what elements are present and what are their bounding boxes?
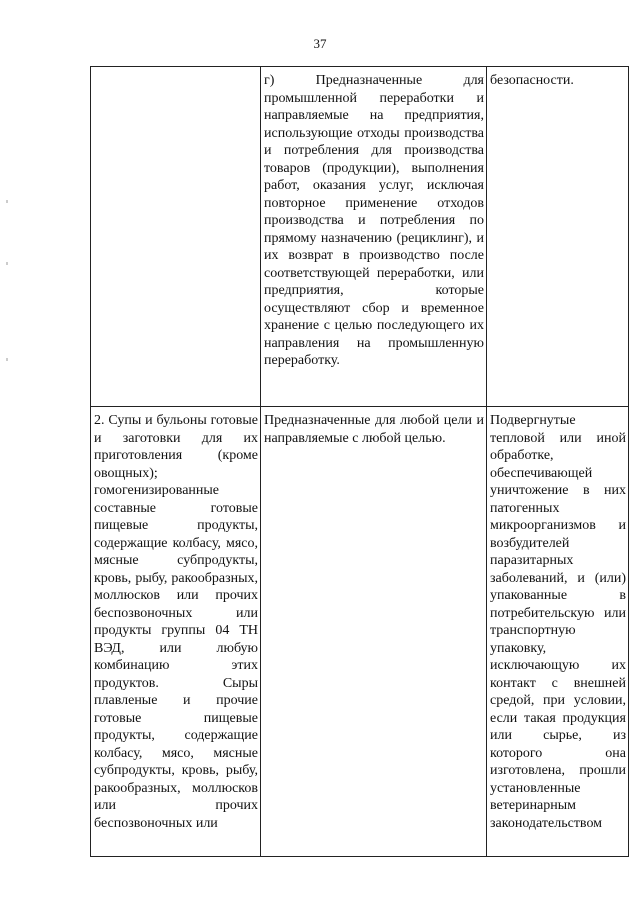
scan-margin-mark bbox=[6, 200, 8, 203]
scan-margin-mark bbox=[6, 262, 8, 265]
condition-cell: безопасности. bbox=[487, 67, 629, 407]
purpose-cell: г) Предназначенные для промышленной переработки и направляемые на предприятия, использующие отходы производства и потребления для производства товаров (продукции), выполнения работ, оказания услуг, исключая повторное применение отходов производства и потребления по прямому назначению (рециклинг), и их возврат в производство после соответствующей переработки, или предприятия, которые осуществляют сбор и временное хранение с целью последующего их направления на промышленную переработку. bbox=[261, 67, 487, 407]
page-number: 37 bbox=[313, 36, 327, 51]
table-row bbox=[91, 67, 629, 407]
condition-cell: Подвергнутые тепловой или иной обработке, обеспечивающей уничтожение в них патогенных микроорганизмов и возбудителей паразитарных заболеваний, и (или) упакованные в потребительскую или транспортную упаковку, исключающую их контакт с внешней средой, при условии, если такая продукция или сырье, из которого она изготовлена, прошли установленные ветеринарным законодательством bbox=[487, 407, 629, 857]
purpose-cell: Предназначенные для любой цели и направляемые с любой целью. bbox=[261, 407, 487, 857]
regulation-table bbox=[90, 66, 629, 857]
scan-margin-mark bbox=[6, 358, 8, 361]
product-cell bbox=[91, 67, 261, 407]
table-row bbox=[91, 407, 629, 857]
product-cell: 2. Супы и бульоны готовые и заготовки для их приготовления (кроме овощных); гомогенизированные составные готовые пищевые продукты, содержащие колбасу, мясо, мясные субпродукты, кровь, рыбу, ракообразных, моллюсков или прочих беспозвоночных или продукты группы 04 ТН ВЭД, или любую комбинацию этих продуктов. Сыры плавленые и прочие готовые пищевые продукты, содержащие колбасу, мясо, мясные субпродукты, кровь, рыбу, ракообразных, моллюсков или прочих беспозвоночных или bbox=[91, 407, 261, 857]
